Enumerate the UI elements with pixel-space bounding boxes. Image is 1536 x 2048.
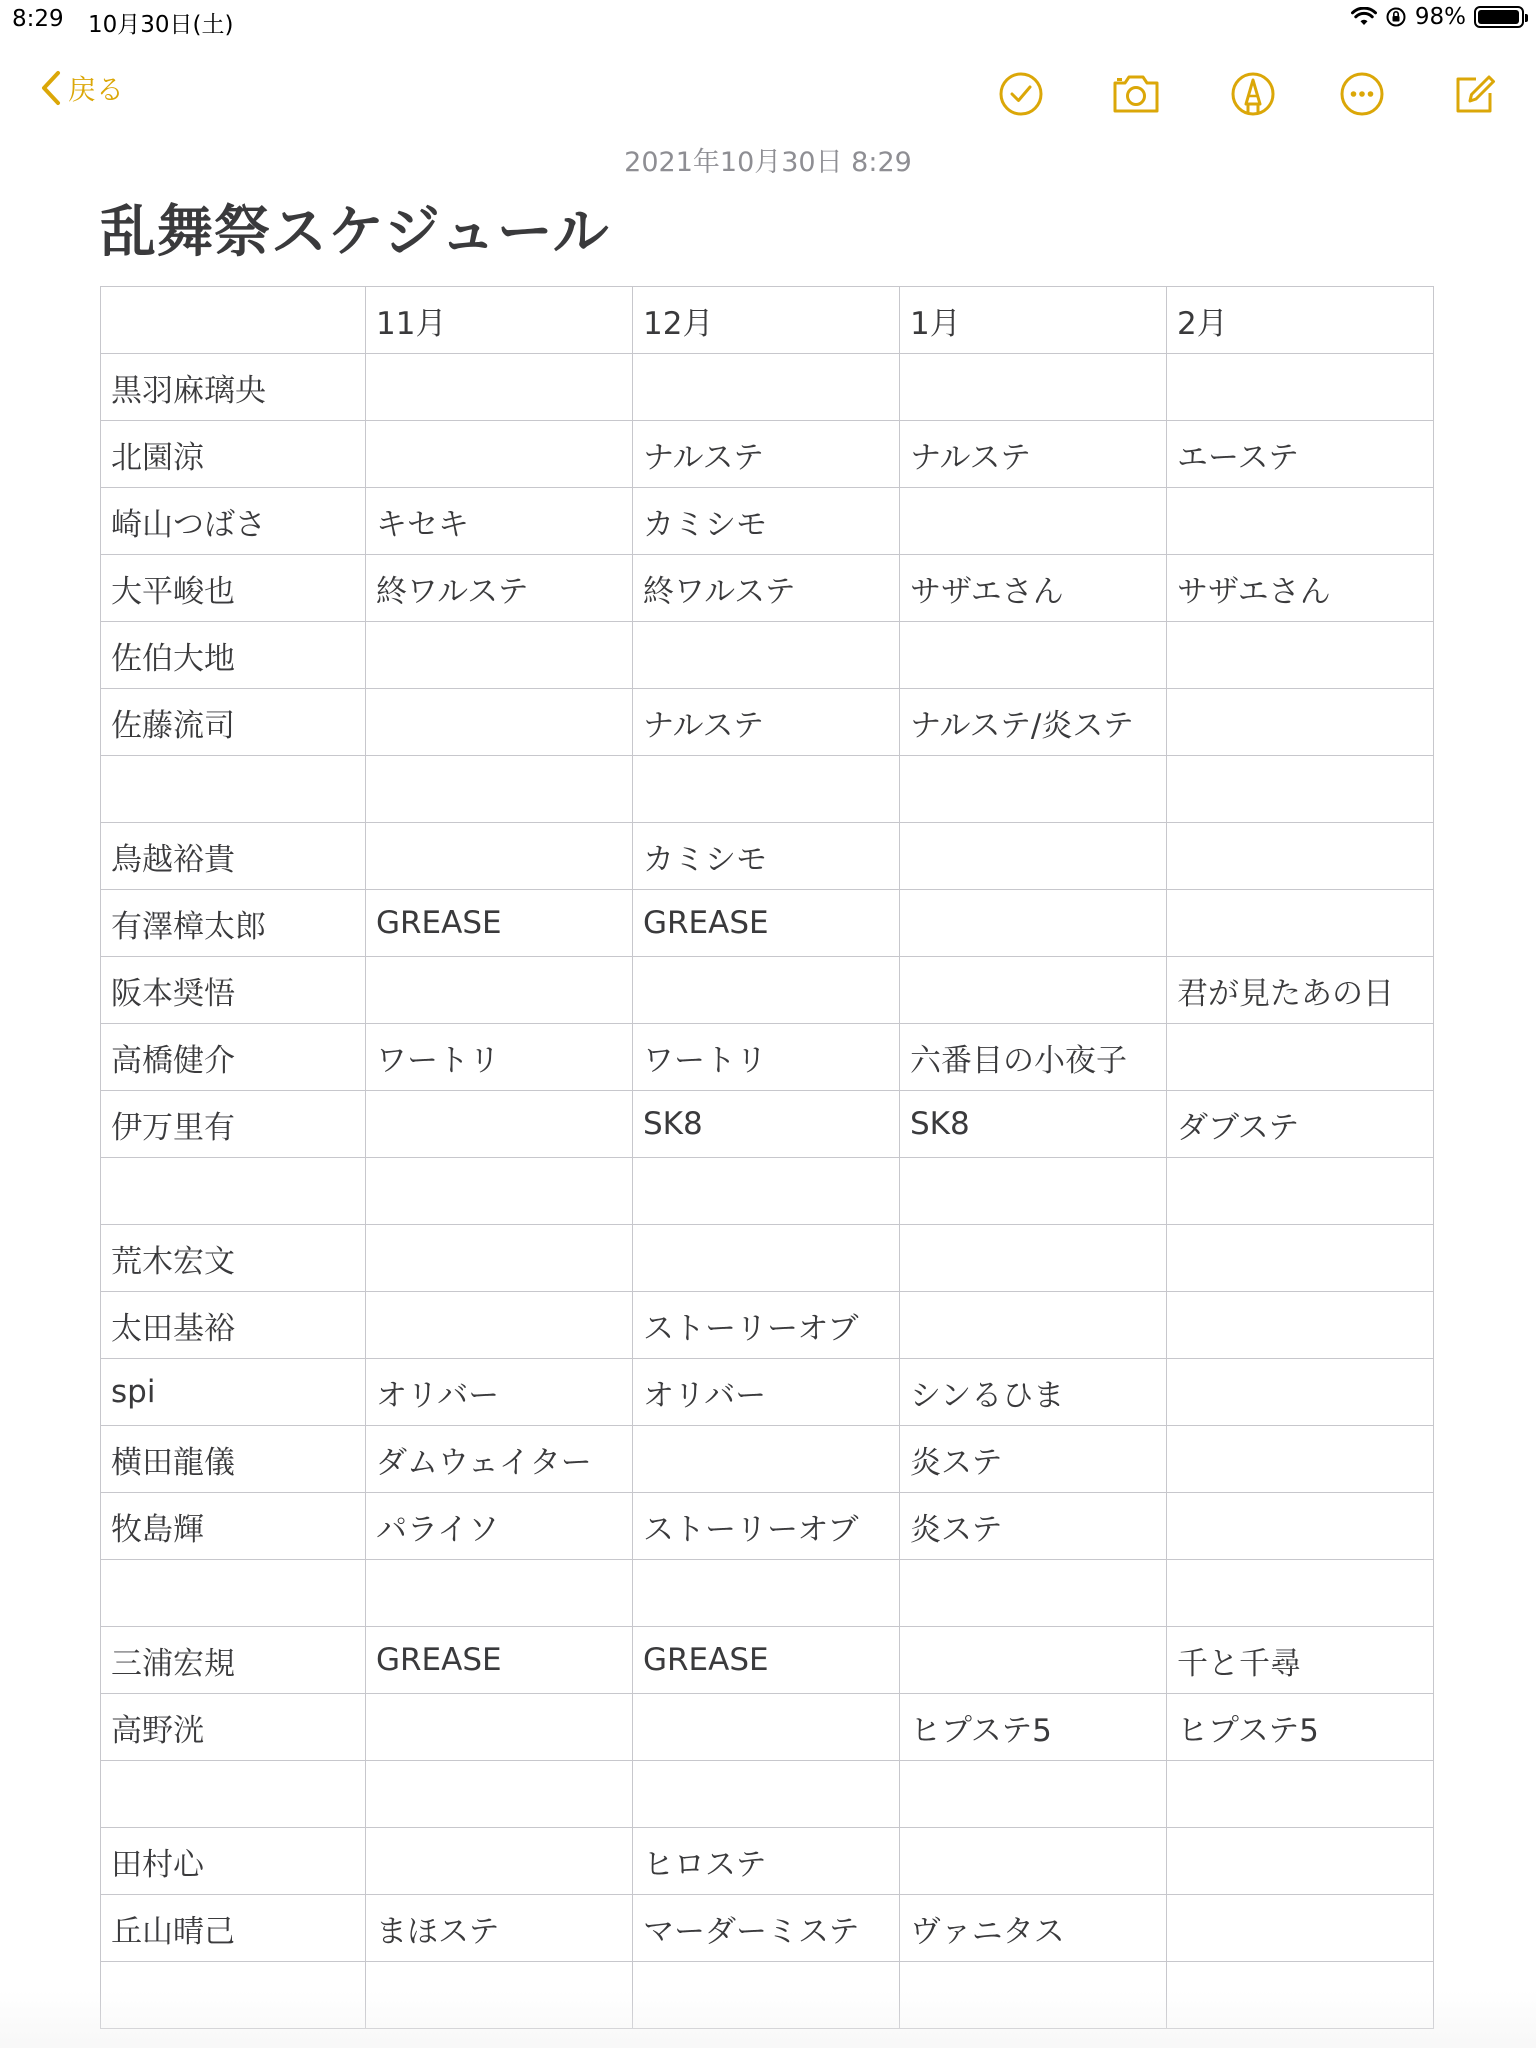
table-row [101,1962,1434,2029]
table-cell[interactable] [1167,1024,1434,1091]
table-cell[interactable] [366,689,633,756]
table-cell[interactable]: サザエさん [900,555,1167,622]
table-cell[interactable]: ナルステ/炎ステ [900,689,1167,756]
table-header-row [101,287,1434,354]
table-cell[interactable]: 君が見たあの日 [1167,957,1434,1024]
table-row-label-cell[interactable] [101,1158,366,1225]
table-cell[interactable] [1167,890,1434,957]
table-cell[interactable]: GREASE [366,1627,633,1694]
table-cell[interactable] [900,1761,1167,1828]
table-row-label-cell[interactable]: 荒木宏文 [101,1225,366,1292]
battery-fill [1478,10,1519,24]
table-cell[interactable] [366,1225,633,1292]
table-cell[interactable] [900,1962,1167,2029]
table-row-label-cell[interactable] [101,1560,366,1627]
table-cell[interactable] [633,957,900,1024]
table-cell[interactable]: オリバー [633,1359,900,1426]
table-row-label-cell[interactable] [101,756,366,823]
table-cell[interactable] [366,1292,633,1359]
table-cell[interactable] [633,1426,900,1493]
status-time: 8:29 [12,6,64,32]
table-row [101,1024,1434,1091]
table-row-label-cell[interactable]: 高橋健介 [101,1024,366,1091]
table-cell[interactable]: ワートリ [366,1024,633,1091]
table-cell[interactable]: SK8 [900,1091,1167,1158]
table-cell[interactable] [1167,689,1434,756]
table-row [101,555,1434,622]
table-cell[interactable] [366,622,633,689]
table-cell[interactable] [1167,1560,1434,1627]
chevron-left-icon [40,70,62,106]
table-cell[interactable]: ヴァニタス [900,1895,1167,1962]
table-cell[interactable]: ヒプステ5 [1167,1694,1434,1761]
table-row-label-cell[interactable]: 牧島輝 [101,1493,366,1560]
table-cell[interactable] [1167,1761,1434,1828]
table-row [101,890,1434,957]
table-cell[interactable] [366,1158,633,1225]
table-cell[interactable] [633,1560,900,1627]
table-row [101,1091,1434,1158]
back-button-label: 戻る [68,73,125,106]
table-row-label-cell[interactable]: 横田龍儀 [101,1426,366,1493]
table-row-label-cell[interactable] [101,287,366,354]
schedule-table[interactable] [100,286,1434,2029]
table-cell[interactable] [366,1560,633,1627]
table-cell[interactable]: ストーリーオブ [633,1493,900,1560]
table-cell[interactable] [1167,756,1434,823]
table-cell[interactable] [900,1560,1167,1627]
camera-icon[interactable] [1108,66,1164,122]
table-cell[interactable]: マーダーミステ [633,1895,900,1962]
note-toolbar [0,56,1536,126]
table-cell[interactable]: GREASE [633,890,900,957]
table-cell[interactable]: サザエさん [1167,555,1434,622]
table-cell[interactable] [366,1828,633,1895]
table-cell[interactable] [1167,622,1434,689]
table-row [101,1493,1434,1560]
table-cell[interactable] [366,1962,633,2029]
table-row-label-cell[interactable]: 阪本奨悟 [101,957,366,1024]
table-cell[interactable]: ダブステ [1167,1091,1434,1158]
table-cell[interactable] [900,1828,1167,1895]
table-row-label-cell[interactable] [101,1962,366,2029]
table-row [101,1292,1434,1359]
table-cell[interactable] [900,622,1167,689]
table-cell[interactable]: 終ワルステ [366,555,633,622]
table-cell[interactable] [1167,354,1434,421]
table-cell[interactable]: キセキ [366,488,633,555]
table-cell[interactable]: 11月 [366,287,633,354]
table-cell[interactable] [366,1694,633,1761]
table-row-label-cell[interactable]: 崎山つばさ [101,488,366,555]
table-cell[interactable] [633,1962,900,2029]
more-icon[interactable] [1334,66,1390,122]
battery-nub [1525,14,1528,22]
table-row [101,1895,1434,1962]
table-cell[interactable] [900,1292,1167,1359]
note-date: 2021年10月30日 8:29 [624,147,912,178]
note-title[interactable]: 乱舞祭スケジュール [100,200,610,265]
table-cell[interactable] [633,1694,900,1761]
table-row [101,1359,1434,1426]
table-row-label-cell[interactable]: 太田基裕 [101,1292,366,1359]
table-cell[interactable]: SK8 [633,1091,900,1158]
table-cell[interactable]: ナルステ [633,689,900,756]
table-cell[interactable]: GREASE [366,890,633,957]
table-row [101,1426,1434,1493]
table-row [101,957,1434,1024]
table-cell[interactable] [366,957,633,1024]
battery-icon [1474,6,1524,28]
table-cell[interactable]: まほステ [366,1895,633,1962]
table-cell[interactable] [900,823,1167,890]
table-cell[interactable]: ヒロステ [633,1828,900,1895]
table-cell[interactable] [900,890,1167,957]
table-row-label-cell[interactable]: 佐藤流司 [101,689,366,756]
table-cell[interactable]: 12月 [633,287,900,354]
table-row [101,488,1434,555]
table-cell[interactable]: カミシモ [633,823,900,890]
status-indicators [1351,4,1524,30]
table-cell[interactable]: シンるひま [900,1359,1167,1426]
table-cell[interactable] [633,354,900,421]
table-cell[interactable] [1167,1895,1434,1962]
table-cell[interactable]: ナルステ [900,421,1167,488]
table-cell[interactable]: パライソ [366,1493,633,1560]
table-cell[interactable] [900,1225,1167,1292]
table-cell[interactable] [366,421,633,488]
table-row [101,421,1434,488]
table-cell[interactable]: 炎ステ [900,1426,1167,1493]
table-cell[interactable] [366,823,633,890]
table-cell[interactable] [633,622,900,689]
orientation-lock-icon [1385,6,1407,28]
status-date: 10月30日(土) [88,12,234,38]
table-row-label-cell[interactable]: 有澤樟太郎 [101,890,366,957]
table-row-label-cell[interactable]: 北園涼 [101,421,366,488]
table-row-label-cell[interactable]: 伊万里有 [101,1091,366,1158]
table-cell[interactable] [900,1627,1167,1694]
table-cell[interactable] [1167,1158,1434,1225]
table-cell[interactable]: 六番目の小夜子 [900,1024,1167,1091]
table-row [101,1627,1434,1694]
table-row-label-cell[interactable]: 鳥越裕貴 [101,823,366,890]
table-row [101,1560,1434,1627]
table-cell[interactable] [900,488,1167,555]
table-row [101,689,1434,756]
table-cell[interactable]: ヒプステ5 [900,1694,1167,1761]
table-cell[interactable]: オリバー [366,1359,633,1426]
table-cell[interactable] [1167,1962,1434,2029]
compose-icon[interactable] [1446,66,1502,122]
table-cell[interactable]: ナルステ [633,421,900,488]
table-cell[interactable]: 炎ステ [900,1493,1167,1560]
status-bar [0,0,1536,40]
table-cell[interactable]: ダムウェイター [366,1426,633,1493]
table-row [101,1828,1434,1895]
table-cell[interactable]: ワートリ [633,1024,900,1091]
table-row-label-cell[interactable]: spi [101,1359,366,1426]
table-cell[interactable] [900,354,1167,421]
table-cell[interactable] [900,957,1167,1024]
table-cell[interactable]: 終ワルステ [633,555,900,622]
battery-percent: 98% [1414,4,1466,30]
schedule-table-container [100,286,1434,2029]
table-row [101,622,1434,689]
table-row-label-cell[interactable]: 黒羽麻璃央 [101,354,366,421]
table-cell[interactable] [633,1761,900,1828]
wifi-icon [1351,7,1377,27]
table-row-label-cell[interactable]: 田村心 [101,1828,366,1895]
table-cell[interactable]: 2月 [1167,287,1434,354]
table-cell[interactable] [366,354,633,421]
table-cell[interactable]: 千と千尋 [1167,1627,1434,1694]
table-row [101,1225,1434,1292]
table-cell[interactable] [366,1761,633,1828]
table-cell[interactable]: GREASE [633,1627,900,1694]
table-cell[interactable] [1167,1359,1434,1426]
table-cell[interactable] [900,756,1167,823]
table-row-label-cell[interactable]: 三浦宏規 [101,1627,366,1694]
table-cell[interactable] [633,1158,900,1225]
table-cell[interactable] [366,1091,633,1158]
table-row [101,823,1434,890]
table-cell[interactable]: カミシモ [633,488,900,555]
table-cell[interactable] [1167,823,1434,890]
table-cell[interactable]: エーステ [1167,421,1434,488]
table-row [101,354,1434,421]
table-cell[interactable] [1167,1828,1434,1895]
table-cell[interactable] [633,1225,900,1292]
table-row-label-cell[interactable]: 丘山晴己 [101,1895,366,1962]
table-row [101,1761,1434,1828]
table-row [101,1158,1434,1225]
checklist-icon[interactable] [993,66,1049,122]
table-row-label-cell[interactable]: 高野洸 [101,1694,366,1761]
table-cell[interactable] [1167,1493,1434,1560]
table-cell[interactable] [1167,1426,1434,1493]
table-cell[interactable] [900,1158,1167,1225]
table-cell[interactable]: 1月 [900,287,1167,354]
table-row-label-cell[interactable] [101,1761,366,1828]
markup-pen-icon[interactable] [1225,66,1281,122]
table-cell[interactable] [1167,1225,1434,1292]
table-row-label-cell[interactable]: 佐伯大地 [101,622,366,689]
table-cell[interactable] [1167,488,1434,555]
table-cell[interactable] [1167,1292,1434,1359]
table-cell[interactable] [366,756,633,823]
table-cell[interactable]: ストーリーオブ [633,1292,900,1359]
table-row [101,756,1434,823]
back-button[interactable] [40,68,124,108]
table-row-label-cell[interactable]: 大平峻也 [101,555,366,622]
table-row [101,1694,1434,1761]
table-cell[interactable] [633,756,900,823]
